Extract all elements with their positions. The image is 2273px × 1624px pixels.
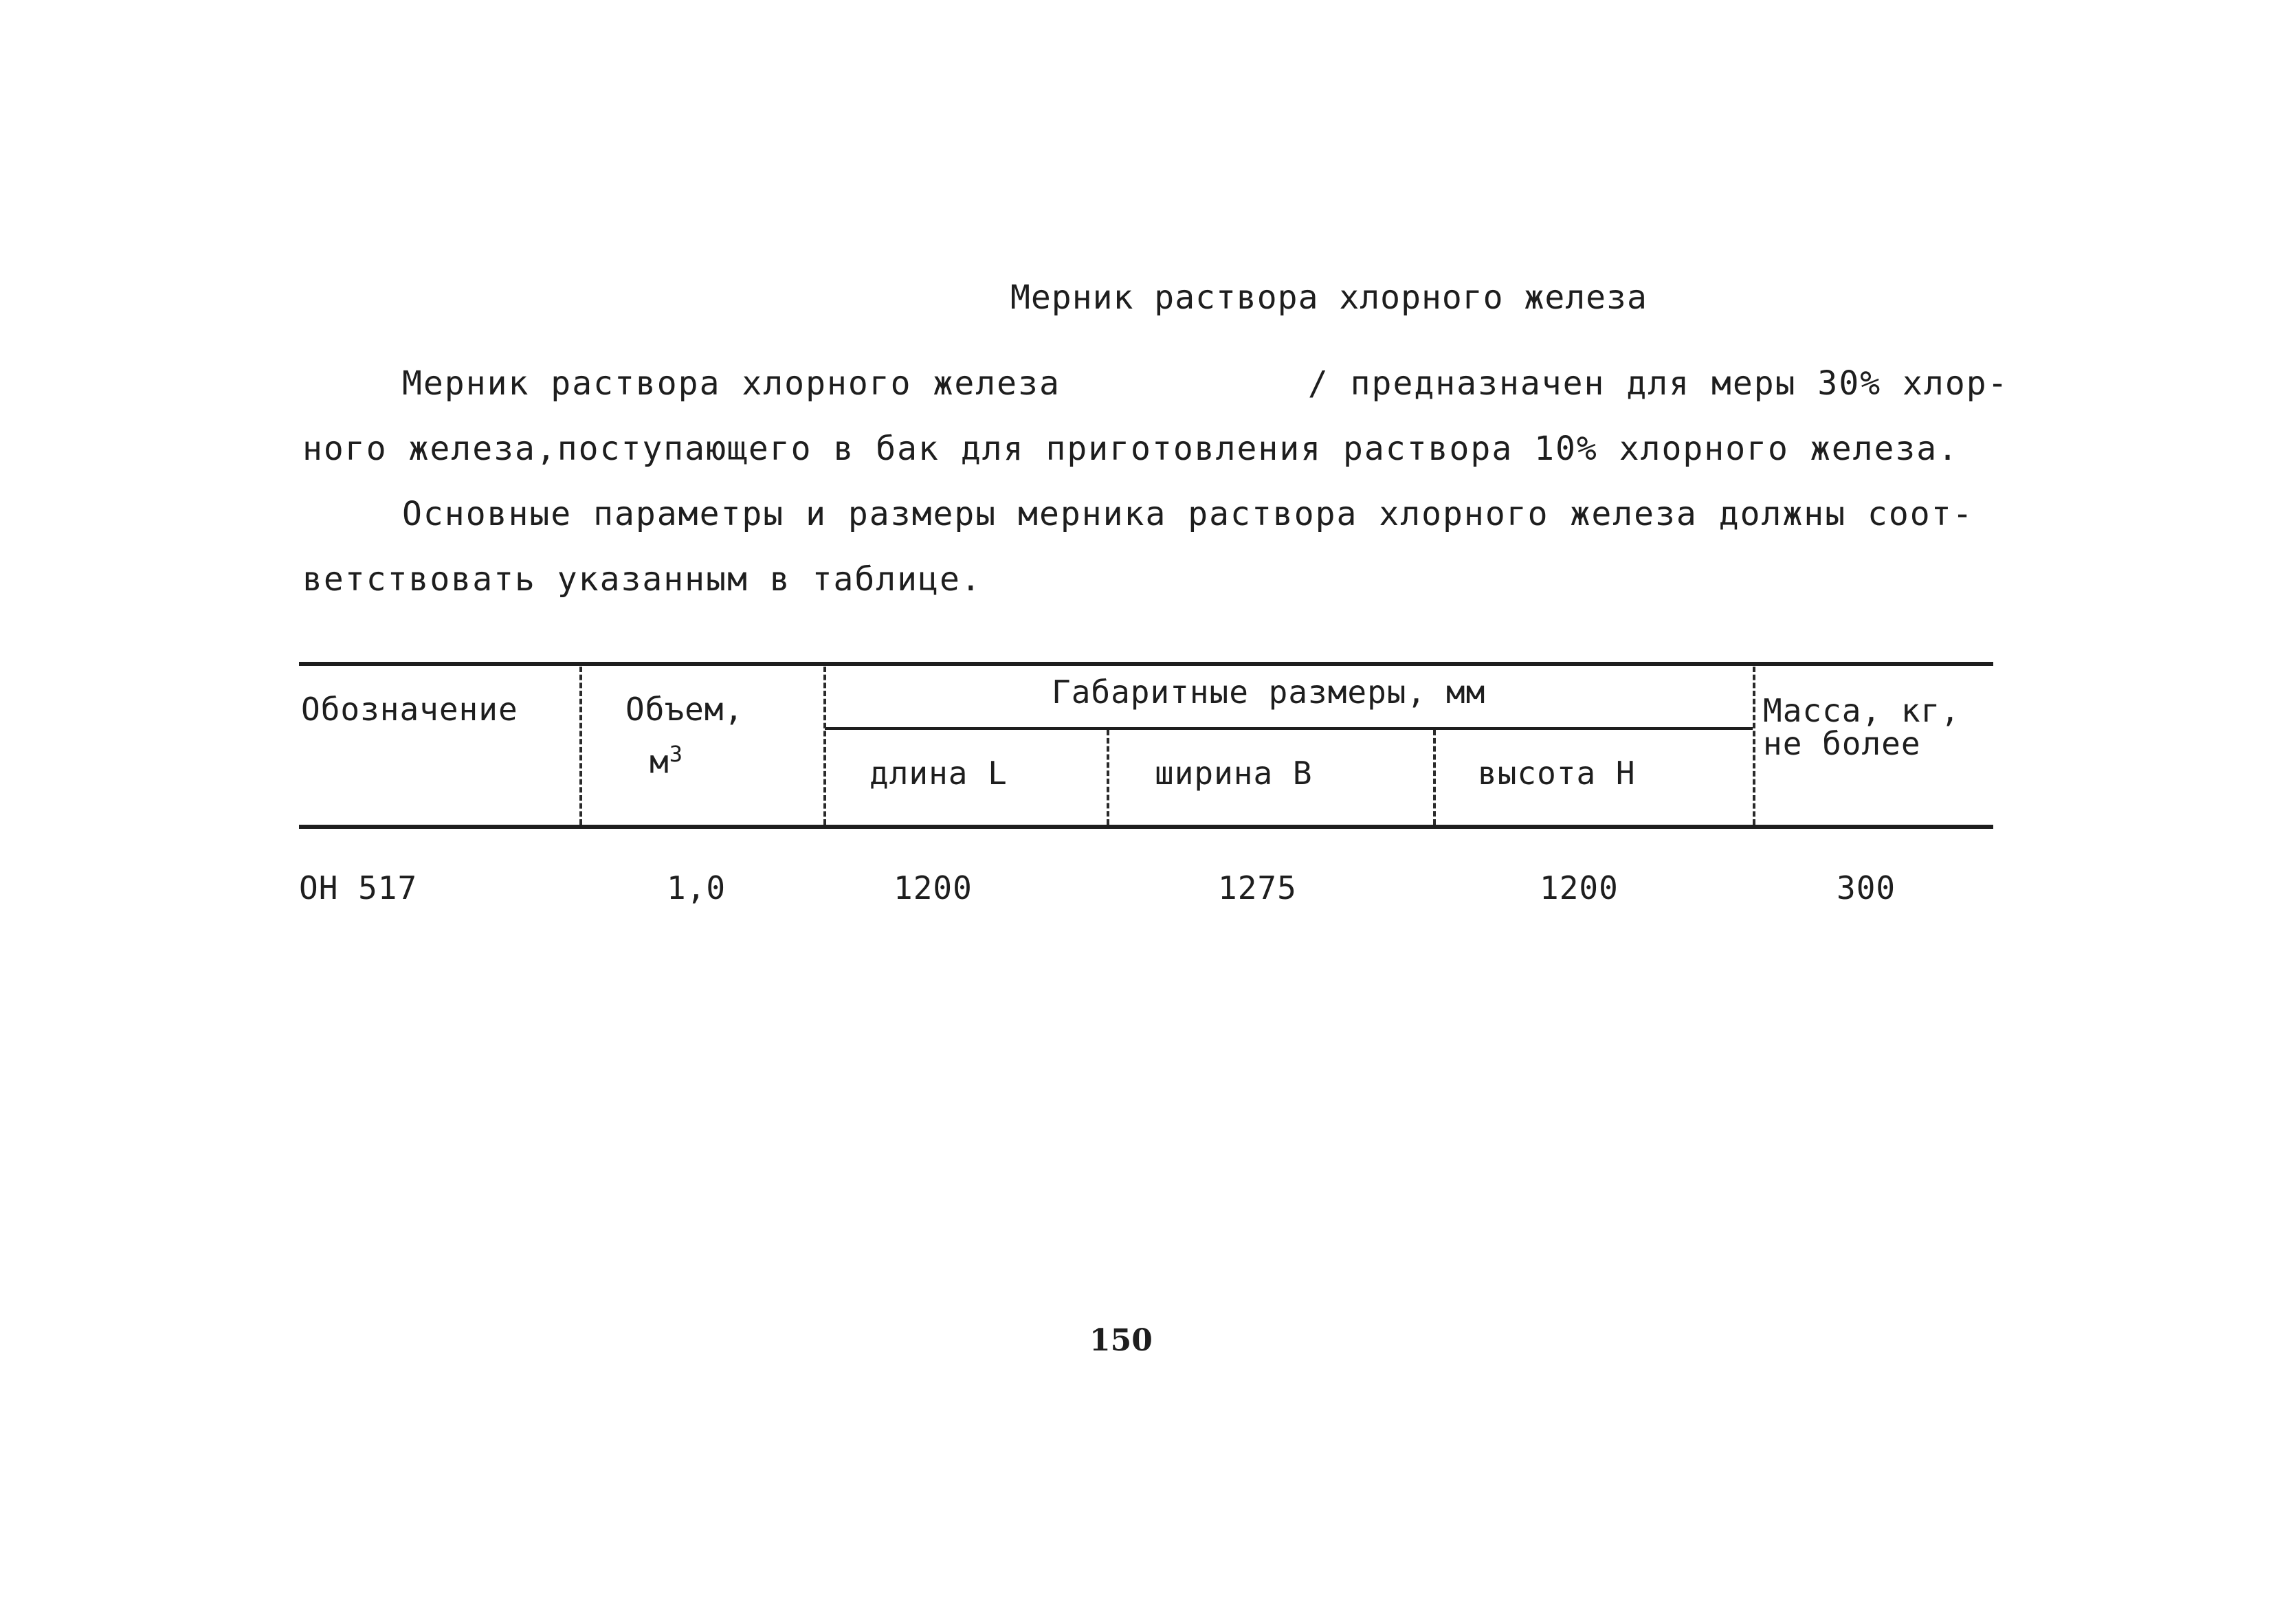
row-designation: ОН 517: [299, 869, 418, 906]
header-height: высота H: [1478, 755, 1636, 792]
paragraph-1-line-2: ного железа,поступающего в бак для приготовления раствора 10% хлорного железа.: [302, 430, 1960, 468]
header-mass-line-2: не более: [1763, 725, 1921, 762]
document-title: Мерник раствора хлорного железа: [1010, 278, 1648, 317]
row-mass: 300: [1837, 869, 1896, 906]
column-divider-4: [1433, 730, 1436, 825]
header-designation: Обозначение: [301, 691, 518, 728]
paragraph-2-line-1: Основные параметры и размеры мерника раствора хлорного железа должны соот-: [402, 495, 1974, 533]
volume-unit-exponent: 3: [669, 741, 683, 767]
paragraph-1-line-1-end: / предназначен для меры 30% хлор-: [1307, 364, 2009, 403]
header-dimensions: Габаритные размеры, мм: [1052, 674, 1486, 711]
row-height: 1200: [1540, 869, 1619, 906]
row-length: 1200: [894, 869, 973, 906]
paragraph-1-line-1: [402, 364, 2009, 403]
volume-unit-label: м: [650, 743, 669, 781]
header-volume-unit: [650, 741, 683, 780]
dimensions-subheader-rule: [825, 727, 1753, 730]
header-width: ширина B: [1155, 755, 1313, 792]
row-volume: 1,0: [667, 869, 727, 906]
table-top-rule: [299, 662, 1993, 666]
header-volume: Объем,: [625, 691, 744, 728]
header-mass-line-1: Масса, кг,: [1763, 692, 1960, 729]
header-length: длина L: [869, 755, 1008, 792]
table-header-bottom-rule: [299, 825, 1993, 829]
paragraph-1-line-1-start: Мерник раствора хлорного железа: [402, 364, 1061, 403]
column-divider-1: [579, 667, 582, 825]
page-number: 150: [1089, 1323, 1153, 1358]
paragraph-2-line-2: ветствовать указанным в таблице.: [302, 560, 982, 599]
column-divider-2: [823, 667, 826, 825]
column-divider-3: [1107, 730, 1109, 825]
column-divider-5: [1753, 667, 1755, 825]
row-width: 1275: [1218, 869, 1297, 906]
